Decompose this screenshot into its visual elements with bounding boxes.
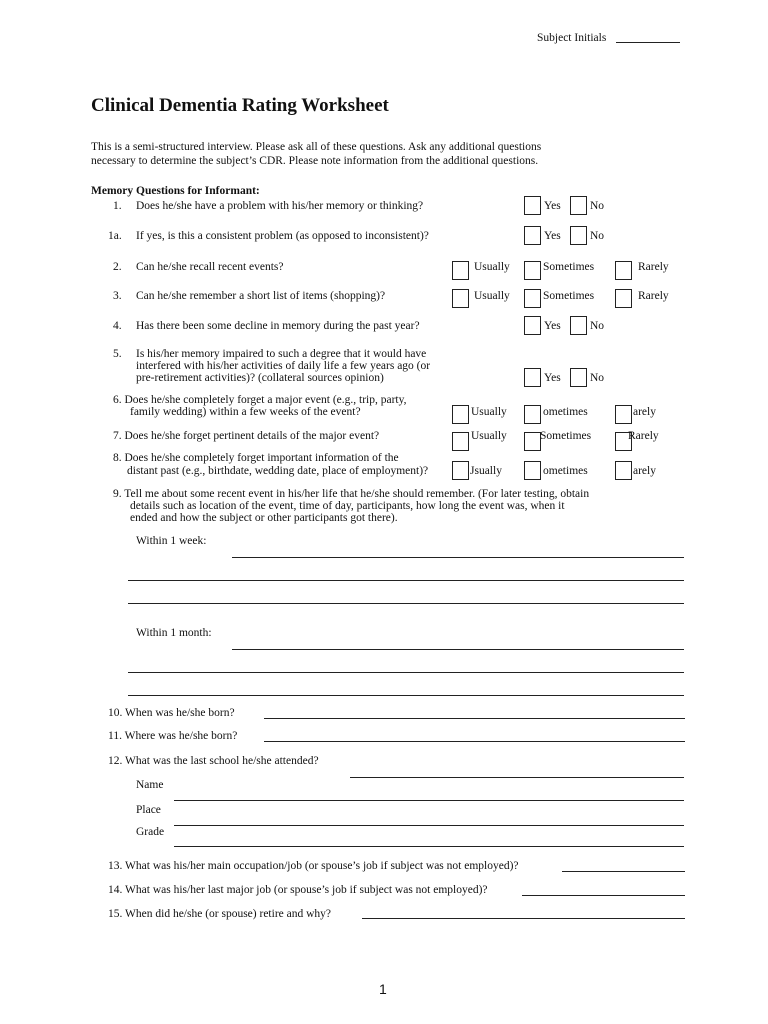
- q2-usually-checkbox[interactable]: [452, 261, 469, 280]
- q6-rarely-checkbox[interactable]: [615, 405, 632, 424]
- q3-sometimes-checkbox[interactable]: [524, 289, 541, 308]
- q8-usually-label: Jsually: [470, 465, 502, 477]
- q5-number: 5.: [113, 348, 122, 360]
- subject-initials-label: Subject Initials: [537, 32, 607, 44]
- q9-text-line-2: details such as location of the event, time of day, participants, how long the event was, when it: [130, 500, 565, 512]
- q1a-yes-checkbox[interactable]: [524, 226, 541, 245]
- page-number: 1: [379, 981, 387, 997]
- q15-answer-line[interactable]: [362, 918, 685, 919]
- q4-no-label: No: [590, 320, 605, 332]
- q1a-text: If yes, is this a consistent problem (as opposed to inconsistent)?: [136, 230, 429, 242]
- q4-number: 4.: [113, 320, 122, 332]
- q3-sometimes-label: Sometimes: [543, 290, 595, 302]
- school-grade-line[interactable]: [174, 846, 684, 847]
- within-1-week-line-2[interactable]: [128, 580, 684, 581]
- q4-yes-checkbox[interactable]: [524, 316, 541, 335]
- q5-no-label: No: [590, 372, 605, 384]
- q7-text: 7. Does he/she forget pertinent details of the major event?: [113, 430, 380, 442]
- q8-sometimes-checkbox[interactable]: [524, 461, 541, 480]
- q6-usually-checkbox[interactable]: [452, 405, 469, 424]
- q2-sometimes-checkbox[interactable]: [524, 261, 541, 280]
- q10-text: 10. When was he/she born?: [108, 707, 235, 719]
- q5-no-checkbox[interactable]: [570, 368, 587, 387]
- q8-usually-checkbox[interactable]: [452, 461, 469, 480]
- q11-text: 11. Where was he/she born?: [108, 730, 238, 742]
- q12-answer-line[interactable]: [350, 777, 684, 778]
- q9-text-line-1: 9. Tell me about some recent event in his/her life that he/she should remember. (For later testing, obtain: [113, 488, 590, 500]
- q8-text-line-2: distant past (e.g., birthdate, wedding date, place of employment)?: [127, 465, 429, 477]
- q6-usually-label: Usually: [471, 406, 507, 418]
- q8-text-line-1: 8. Does he/she completely forget important information of the: [113, 452, 399, 464]
- school-place-label: Place: [136, 804, 161, 816]
- q5-text-line-1: Is his/her memory impaired to such a degree that it would have: [136, 348, 427, 360]
- school-name-line[interactable]: [174, 800, 684, 801]
- q4-text: Has there been some decline in memory during the past year?: [136, 320, 420, 332]
- q12-text: 12. What was the last school he/she attended?: [108, 755, 319, 767]
- q7-usually-label: Usually: [471, 430, 507, 442]
- q13-text: 13. What was his/her main occupation/job (or spouse’s job if subject was not employed)?: [108, 860, 519, 872]
- q2-rarely-checkbox[interactable]: [615, 261, 632, 280]
- q2-sometimes-label: Sometimes: [543, 261, 595, 273]
- q3-text: Can he/she remember a short list of items (shopping)?: [136, 290, 386, 302]
- q1a-no-label: No: [590, 230, 605, 242]
- school-grade-label: Grade: [136, 826, 165, 838]
- q1-number: 1.: [113, 200, 122, 212]
- subject-initials-field[interactable]: [616, 42, 680, 43]
- q2-number: 2.: [113, 261, 122, 273]
- q3-number: 3.: [113, 290, 122, 302]
- school-place-line[interactable]: [174, 825, 684, 826]
- q5-yes-label: Yes: [544, 372, 561, 384]
- q10-answer-line[interactable]: [264, 718, 685, 719]
- intro-line-1: This is a semi-structured interview. Please ask all of these questions. Ask any additional questions: [91, 141, 542, 153]
- q8-sometimes-label: ometimes: [543, 465, 588, 477]
- within-1-week-line-3[interactable]: [128, 603, 684, 604]
- q7-sometimes-checkbox[interactable]: [524, 432, 541, 451]
- q3-rarely-checkbox[interactable]: [615, 289, 632, 308]
- intro-line-2: necessary to determine the subject’s CDR. Please note information from the additional questions.: [91, 155, 539, 167]
- q1a-number: 1a.: [108, 230, 122, 242]
- q6-text-line-1: 6. Does he/she completely forget a major event (e.g., trip, party,: [113, 394, 407, 406]
- q9-text-line-3: ended and how the subject or other participants got there).: [130, 512, 398, 524]
- within-1-month-line-2[interactable]: [128, 672, 684, 673]
- q13-answer-line[interactable]: [562, 871, 685, 872]
- q11-answer-line[interactable]: [264, 741, 685, 742]
- q2-usually-label: Usually: [474, 261, 510, 273]
- section-heading: Memory Questions for Informant:: [91, 185, 260, 197]
- within-1-month-label: Within 1 month:: [136, 627, 212, 639]
- q1-yes-label: Yes: [544, 200, 561, 212]
- q1-no-checkbox[interactable]: [570, 196, 587, 215]
- q8-rarely-label: arely: [633, 465, 656, 477]
- page-title: Clinical Dementia Rating Worksheet: [91, 95, 389, 116]
- q6-text-line-2: family wedding) within a few weeks of the event?: [130, 406, 361, 418]
- q2-text: Can he/she recall recent events?: [136, 261, 284, 273]
- q7-usually-checkbox[interactable]: [452, 432, 469, 451]
- within-1-week-label: Within 1 week:: [136, 535, 207, 547]
- q7-rarely-label: Rarely: [628, 430, 659, 442]
- q4-yes-label: Yes: [544, 320, 561, 332]
- q2-rarely-label: Rarely: [638, 261, 669, 273]
- q1-text: Does he/she have a problem with his/her memory or thinking?: [136, 200, 424, 212]
- q5-text-line-2: interfered with his/her activities of daily life a few years ago (or: [136, 360, 431, 372]
- q7-sometimes-label: Sometimes: [540, 430, 592, 442]
- q14-text: 14. What was his/her last major job (or spouse’s job if subject was not employed)?: [108, 884, 488, 896]
- q6-rarely-label: arely: [633, 406, 656, 418]
- q3-rarely-label: Rarely: [638, 290, 669, 302]
- q6-sometimes-label: ometimes: [543, 406, 588, 418]
- q6-sometimes-checkbox[interactable]: [524, 405, 541, 424]
- q14-answer-line[interactable]: [522, 895, 685, 896]
- q5-text-line-3: pre-retirement activities)? (collateral sources opinion): [136, 372, 384, 384]
- within-1-week-line-1[interactable]: [232, 557, 684, 558]
- q1-no-label: No: [590, 200, 605, 212]
- q3-usually-checkbox[interactable]: [452, 289, 469, 308]
- q4-no-checkbox[interactable]: [570, 316, 587, 335]
- q1a-yes-label: Yes: [544, 230, 561, 242]
- q1a-no-checkbox[interactable]: [570, 226, 587, 245]
- within-1-month-line-3[interactable]: [128, 695, 684, 696]
- q15-text: 15. When did he/she (or spouse) retire and why?: [108, 908, 332, 920]
- q3-usually-label: Usually: [474, 290, 510, 302]
- q1-yes-checkbox[interactable]: [524, 196, 541, 215]
- q8-rarely-checkbox[interactable]: [615, 461, 632, 480]
- within-1-month-line-1[interactable]: [232, 649, 684, 650]
- q5-yes-checkbox[interactable]: [524, 368, 541, 387]
- school-name-label: Name: [136, 779, 164, 791]
